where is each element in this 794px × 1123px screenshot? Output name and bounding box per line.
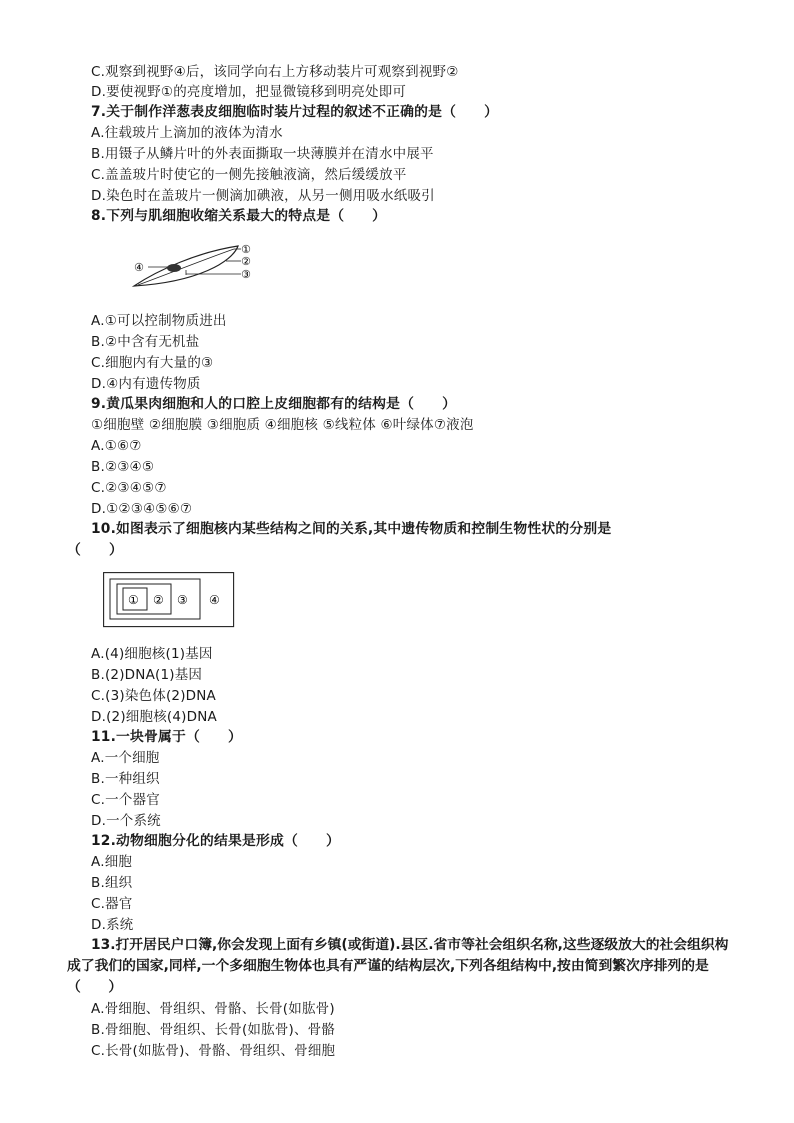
q12-option-b: B.组织 [91,875,133,891]
q11-option-a: A.一个细胞 [91,750,160,766]
q10-option-a: A.(4)细胞核(1)基因 [91,646,213,662]
q13-stem [67,935,732,998]
q8-option-b: B.②中含有无机盐 [91,334,200,350]
q8-option-a: A.①可以控制物质进出 [91,313,227,329]
q13-stem-text: 13.打开居民户口簿,你会发现上面有乡镇(或街道).县区.省市等社会组织名称,这些逐级放大的社会组织构成了我们的国家,同样,一个多细胞生物体也具有严谨的结构层次,下列各组结构中,按由简到繁次序排列的是（ ） [67,937,729,995]
q6-option-c: C.观察到视野④后，该同学向右上方移动装片可观察到视野② [91,64,459,80]
nucleus-structure-figure [103,572,235,628]
q10-fig-label-2: ② [153,593,164,607]
q9-stem: 9.黄瓜果肉细胞和人的口腔上皮细胞都有的结构是（ ） [91,396,457,412]
q12-option-c: C.器官 [91,896,133,912]
q7-stem: 7.关于制作洋葱表皮细胞临时装片过程的叙述不正确的是（ ） [91,104,499,120]
q13-option-a: A.骨细胞、骨组织、骨骼、长骨(如肱骨) [91,1001,335,1017]
q10-fig-label-3: ③ [177,593,188,607]
q9-option-a: A.①⑥⑦ [91,438,142,454]
q7-option-c: C.盖盖玻片时使它的一侧先接触液滴，然后缓缓放平 [91,167,407,183]
q12-option-d: D.系统 [91,917,134,933]
q13-option-b: B.骨细胞、骨组织、长骨(如肱骨)、骨骼 [91,1022,336,1038]
q9-option-c: C.②③④⑤⑦ [91,480,167,496]
q11-option-c: C.一个器官 [91,792,160,808]
q7-option-a: A.往载玻片上滴加的液体为清水 [91,125,283,141]
q11-stem: 11.一块骨属于（ ） [91,729,243,745]
q9-items: ①细胞壁 ②细胞膜 ③细胞质 ④细胞核 ⑤线粒体 ⑥叶绿体⑦液泡 [91,417,474,433]
q10-option-b: B.(2)DNA(1)基因 [91,667,203,683]
q9-option-d: D.①②③④⑤⑥⑦ [91,501,193,517]
q11-option-d: D.一个系统 [91,813,161,829]
q12-stem: 12.动物细胞分化的结果是形成（ ） [91,833,340,849]
q10-option-c: C.(3)染色体(2)DNA [91,688,216,704]
q12-option-a: A.细胞 [91,854,133,870]
q10-fig-label-4: ④ [209,593,220,607]
q8-option-d: D.④内有遗传物质 [91,376,201,392]
q10-stem-line1: 10.如图表示了细胞核内某些结构之间的关系,其中遗传物质和控制生物性状的分别是 [91,521,612,537]
q10-stem-line2: （ ） [67,542,123,558]
q7-option-b: B.用镊子从鳞片叶的外表面撕取一块薄膜并在清水中展平 [91,146,434,162]
q8-stem: 8.下列与肌细胞收缩关系最大的特点是（ ） [91,208,387,224]
q6-option-d: D.要使视野①的亮度增加，把显微镜移到明亮处即可 [91,84,407,100]
q8-fig-label-3: ③ [241,268,251,281]
q11-option-b: B.一种组织 [91,771,160,787]
q9-option-b: B.②③④⑤ [91,459,155,475]
q8-fig-label-4: ④ [134,261,144,274]
q8-fig-label-1: ① [241,243,251,256]
q10-fig-label-1: ① [128,593,139,607]
q13-option-c: C.长骨(如肱骨)、骨骼、骨组织、骨细胞 [91,1043,336,1059]
q8-option-c: C.细胞内有大量的③ [91,355,214,371]
muscle-cell-figure [128,240,268,298]
q8-fig-label-2: ② [241,255,251,268]
q10-option-d: D.(2)细胞核(4)DNA [91,709,217,725]
q7-option-d: D.染色时在盖玻片一侧滴加碘液，从另一侧用吸水纸吸引 [91,188,435,204]
